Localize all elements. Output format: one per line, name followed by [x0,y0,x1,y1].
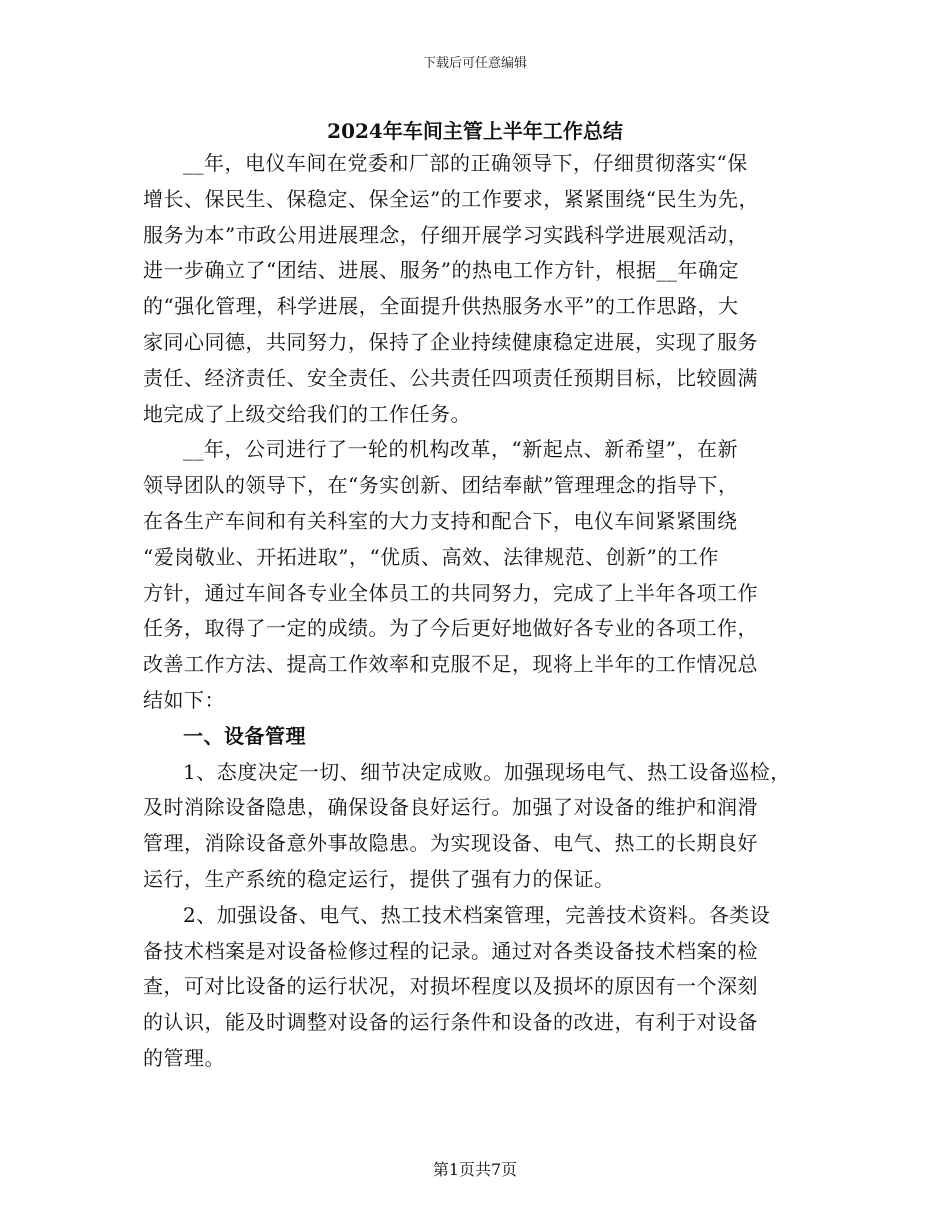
paragraph-line: 增长、保民生、保稳定、保全运”的工作要求，紧紧围绕“民生为先， [143,186,759,211]
paragraph-line: __年，电仪车间在党委和厂部的正确领导下，仔细贯彻落实“保 [183,151,748,175]
paragraph-line: 备技术档案是对设备检修过程的记录。通过对各类设备技术档案的检 [143,938,758,963]
paragraph-line: 运行，生产系统的稳定运行，提供了强有力的保证。 [143,866,615,891]
paragraph-line: 结如下： [143,687,225,712]
paragraph-line: 改善工作方法、提高工作效率和克服不足，现将上半年的工作情况总 [143,652,758,677]
paragraph-line: 地完成了上级交给我们的工作任务。 [143,401,471,426]
paragraph-line: 责任、经济责任、安全责任、公共责任四项责任预期目标，比较圆满 [143,365,758,390]
paragraph-line: 任务，取得了一定的成绩。为了今后更好地做好各专业的各项工作， [143,616,758,641]
paragraph-line: “爱岗敬业、开拓进取”，“优质、高效、法律规范、创新”的工作 [143,544,719,569]
paragraph-line: 领导团队的领导下，在“务实创新、团结奉献”管理理念的指导下， [143,473,739,498]
page-footer: 第1页共7页 [432,1160,518,1179]
paragraph-line: 家同心同德，共同努力，保持了企业持续健康稳定进展，实现了服务 [143,329,758,354]
paragraph-line: 服务为本”市政公用进展理念，仔细开展学习实践科学进展观活动， [143,222,749,247]
paragraph-line: 方针，通过车间各专业全体员工的共同努力，完成了上半年各项工作 [143,580,758,605]
paragraph-line: __年，公司进行了一轮的机构改革，“新起点、新希望”，在新 [183,437,738,462]
header-note: 下载后可任意编辑 [422,56,527,71]
paragraph-line: 管理，消除设备意外事故隐患。为实现设备、电气、热工的长期良好 [143,831,758,856]
section-heading: 一、设备管理 [183,723,306,748]
paragraph-line: 及时消除设备隐患，确保设备良好运行。加强了对设备的维护和润滑 [143,795,758,820]
paragraph-line: 进一步确立了“团结、进展、服务”的热电工作方针，根据__年确定 [143,258,739,283]
paragraph-line: 的管理。 [143,1045,225,1070]
document-body [143,146,813,1077]
paragraph-line: 2、加强设备、电气、热工技术档案管理，完善技术资料。各类设 [183,902,771,927]
paragraph-line: 在各生产车间和有关科室的大力支持和配合下，电仪车间紧紧围绕 [143,508,738,533]
paragraph-line: 的“强化管理，科学进展，全面提升供热服务水平”的工作思路，大 [143,294,739,319]
paragraph-line: 1、态度决定一切、细节决定成败。加强现场电气、热工设备巡检， [183,759,791,784]
paragraph-line: 查，可对比设备的运行状况，对损坏程度以及损坏的原因有一个深刻 [143,974,758,999]
paragraph-line: 的认识，能及时调整对设备的运行条件和设备的改进，有利于对设备 [143,1010,758,1035]
document-title: 2024年车间主管上半年工作总结 [327,119,623,143]
